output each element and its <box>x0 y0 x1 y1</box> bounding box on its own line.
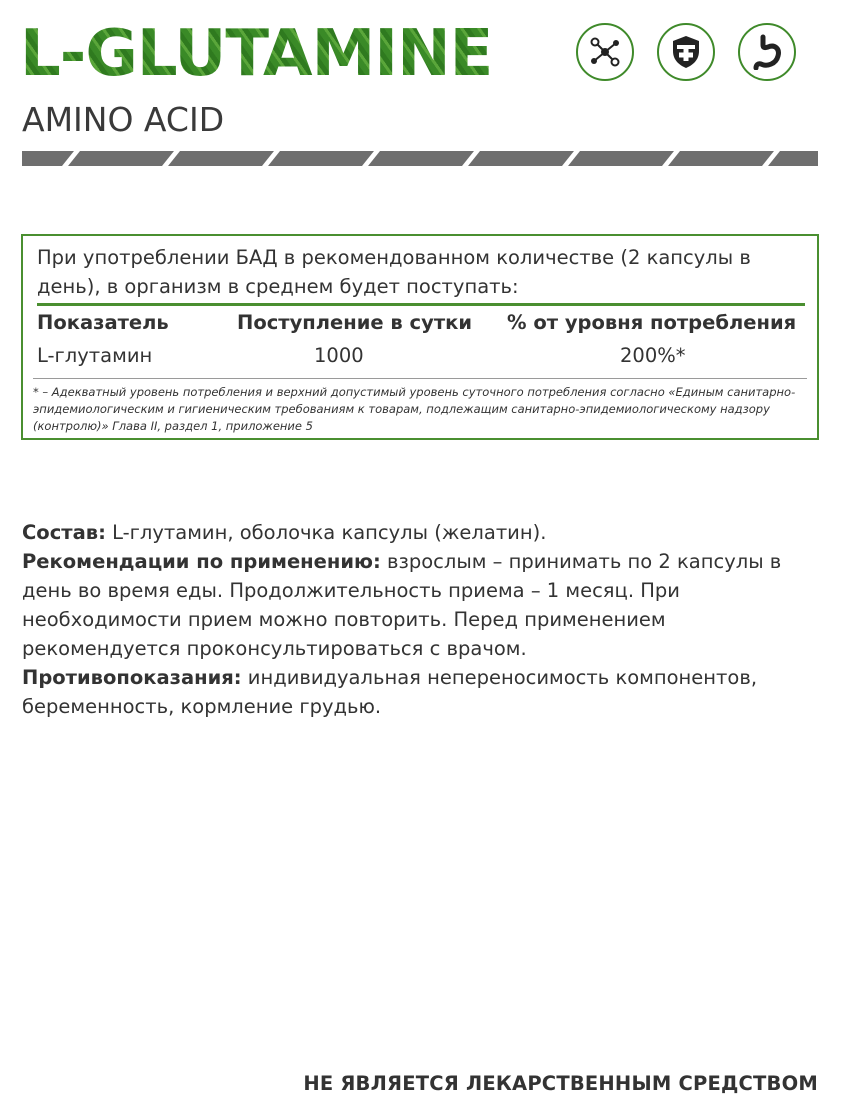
usage-text: взрослым – принимать по 2 капсулы в день во время еды. Продолжительность приема – 1 месяц. При необходимости прием можно повторить. Перед применением рекомендуется проконсультироваться с врачом. <box>22 550 782 660</box>
contraindications-paragraph <box>22 663 822 721</box>
molecule-icon <box>576 23 634 81</box>
composition-text: L-глутамин, оболочка капсулы (желатин). <box>105 521 547 544</box>
contraindications-text: индивидуальная непереносимость компонентов, беременность, кормление грудью. <box>22 666 758 718</box>
nutrition-intro: При употреблении БАД в рекомендованном количестве (2 капсулы в день), в организм в среднем будет поступать: <box>37 246 751 298</box>
feature-icons <box>576 23 796 81</box>
contraindications-label: Противопоказания: <box>22 666 242 689</box>
table-header-rule <box>37 303 805 306</box>
column-header-percent: % от уровня потребления <box>507 311 797 334</box>
footnote-divider <box>33 378 807 379</box>
column-header-indicator: Показатель <box>37 311 169 334</box>
composition-label: Состав: <box>22 521 106 544</box>
decorative-stripe-bar <box>22 151 818 166</box>
column-header-daily-intake: Поступление в сутки <box>237 311 473 334</box>
row-amount: 1000 <box>314 344 364 367</box>
stomach-icon <box>738 23 796 81</box>
product-title: L-GLUTAMINE <box>20 14 492 94</box>
product-info <box>22 518 822 721</box>
usage-paragraph <box>22 547 822 663</box>
row-percent: 200%* <box>620 344 686 367</box>
product-subtitle: AMINO ACID <box>22 100 225 139</box>
row-name: L-глутамин <box>37 344 153 367</box>
not-a-medicine-disclaimer: НЕ ЯВЛЯЕТСЯ ЛЕКАРСТВЕННЫМ СРЕДСТВОМ <box>303 1072 818 1095</box>
footnote: * – Адекватный уровень потребления и верхний допустимый уровень суточного потребления согласно «Единым санитарно-эпидемиологическим и гигиеническим требованиям к товарам, подлежащим санитарно-эпидемиологическому надзору (контролю)» Глава II, раздел 1, приложение 5 <box>33 385 796 433</box>
usage-label: Рекомендации по применению: <box>22 550 381 573</box>
nutrition-panel <box>21 234 819 440</box>
composition-paragraph <box>22 518 822 547</box>
shield-cross-icon <box>657 23 715 81</box>
